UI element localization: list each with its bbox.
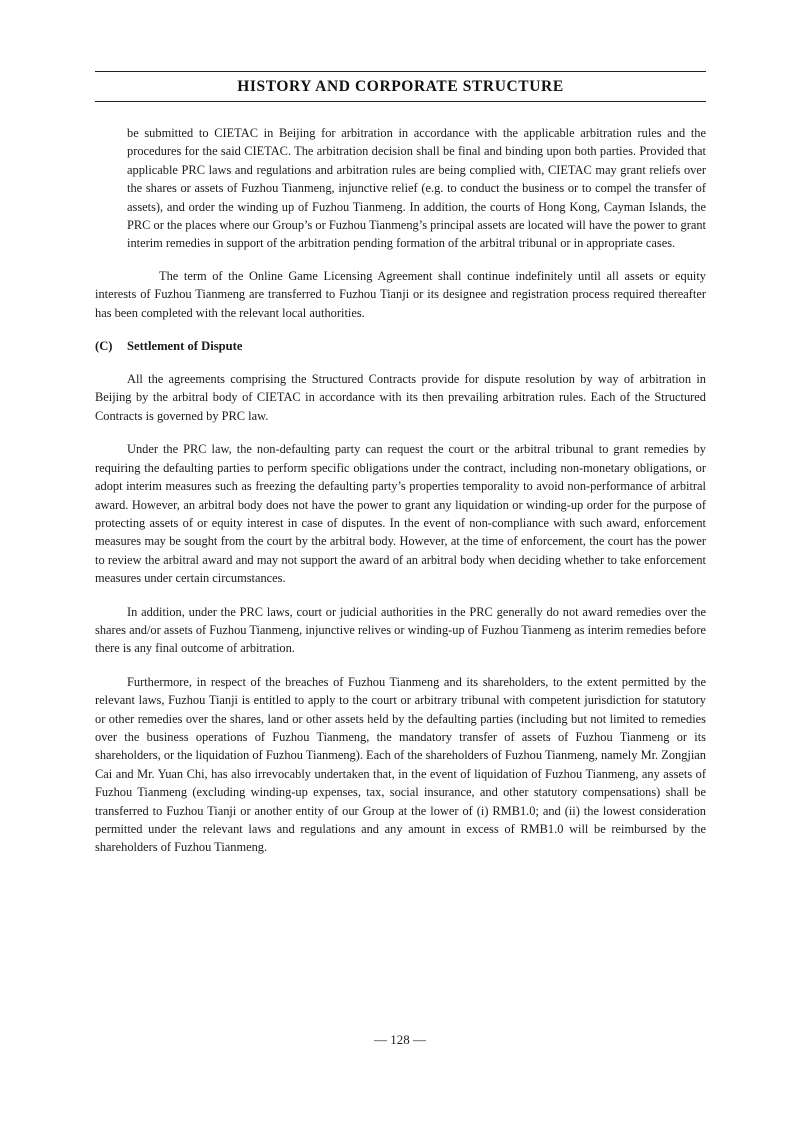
page-header xyxy=(95,71,706,102)
paragraph-court-authorities: In addition, under the PRC laws, court or judicial authorities in the PRC generally do not award remedies over the shares and/or assets of Fuzhou Tianmeng, injunctive relives or winding-up of Fuzhou Tianmeng as interim remedies before there is any final outcome of arbitration. xyxy=(95,604,706,656)
paragraph-dispute-resolution: All the agreements comprising the Structured Contracts provide for dispute resolution by way of arbitration in Beijing by the arbitral body of CIETAC in accordance with its then prevailing arbitration rules. Each of the Structured Contracts is governed by PRC law. xyxy=(95,372,706,423)
paragraph-term: The term of the Online Game Licensing Agreement shall continue indefinitely until all assets or equity interests of Fuzhou Tianmeng are transferred to Fuzhou Tianji or its designee and registration process required thereafter has been completed with the relevant local authorities. xyxy=(95,268,706,320)
section-number: (C) xyxy=(95,339,113,354)
section-title: Settlement of Dispute xyxy=(127,339,243,354)
document-body xyxy=(95,124,706,857)
paragraph-prc-law-remedies: Under the PRC law, the non-defaulting party can request the court or the arbitral tribunal to grant remedies by requiring the defaulting parties to perform specific obligations under the contract, including non-monetary obligations, or adopt interim measures such as freezing the defaulting party’s properties temporality to avoid non-performance of arbitral award. However, an arbitral body does not have the power to grant any liquidation or winding-up order for the purpose of protecting assets of or equity interest in case of disputes. In the event of non-compliance with such award, enforcement measures may be sought from the court by the arbitral body. However, at the time of enforcement, the court has the power to review the arbitral award and may not support the award of an arbitral body when deciding whether to take enforcement measures under certain circumstances. xyxy=(95,442,706,586)
page-number: — 128 — xyxy=(374,1032,426,1047)
paragraph-breaches: Furthermore, in respect of the breaches of Fuzhou Tianmeng and its shareholders, to the extent permitted by the relevant laws, Fuzhou Tianji is entitled to apply to the court or arbitrary tribunal with competent jurisdiction for statutory or other remedies over the shares, land or other assets held by the defaulting parties (including but not limited to remedies over the business operations of Fuzhou Tianmeng, the mandatory transfer of assets of Fuzhou Tianmeng or its shareholders, or the liquidation of Fuzhou Tianmeng). Each of the shareholders of Fuzhou Tianmeng, namely Mr. Zongjian Cai and Mr. Yuan Chi, has also irrevocably undertaken that, in the event of liquidation of Fuzhou Tianmeng, any assets of Fuzhou Tianmeng (excluding winding-up expenses, tax, social insurance, and other statutory compensations) shall be transferred to Fuzhou Tianji or another entity of our Group at the lower of (i) RMB1.0; and (ii) the lowest consideration permitted under the relevant laws and regulations and any amount in excess of RMB1.0 will be reimbursed by the shareholders of Fuzhou Tianmeng. xyxy=(95,674,706,855)
section-heading xyxy=(95,337,706,355)
page-title: HISTORY AND CORPORATE STRUCTURE xyxy=(237,78,564,95)
paragraph-continuation: be submitted to CIETAC in Beijing for arbitration in accordance with the applicable arbitration rules and the procedures for the said CIETAC. The arbitration decision shall be final and binding upon both parties. Provided that applicable PRC laws and regulations and arbitration rules are being complied with, CIETAC may grant reliefs over the shares or assets of Fuzhou Tianmeng, injunctive relief (e.g. to conduct the business or to compel the transfer of assets), and order the winding up of Fuzhou Tianmeng. In addition, the courts of Hong Kong, Cayman Islands, the PRC or the places where our Group’s or Fuzhou Tianmeng’s principal assets are located will have the power to grant interim remedies in support of the arbitration pending formation of the arbitral tribunal or in appropriate cases. xyxy=(127,126,706,251)
